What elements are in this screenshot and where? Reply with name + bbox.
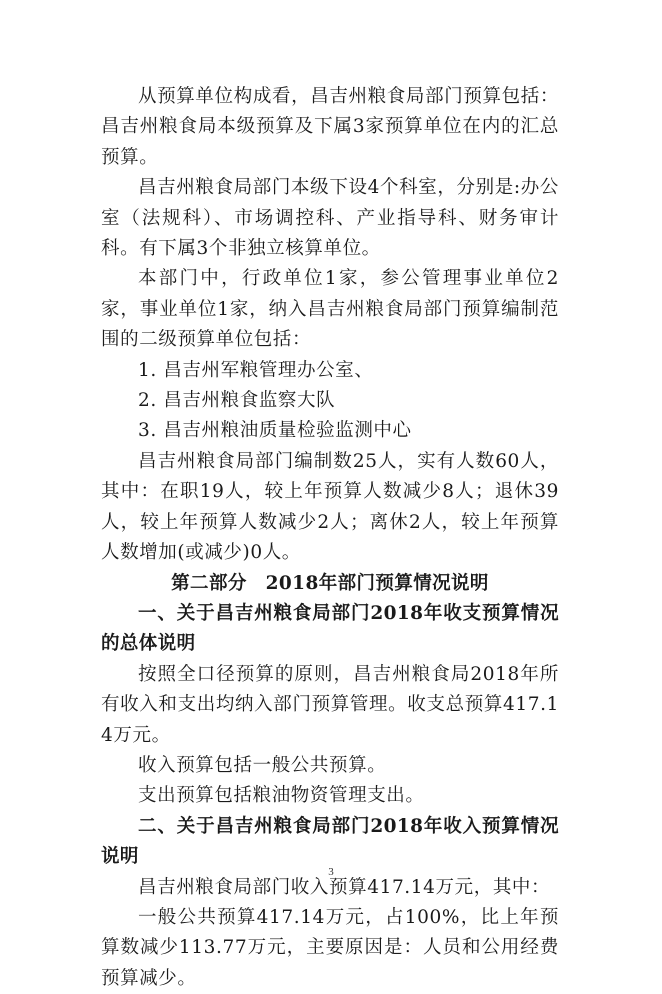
paragraph-staffing: 昌吉州粮食局部门编制数25人，实有人数60人，其中：在职19人，较上年预算人数减少8人；退休39人，较上年预算人数减少2人；离休2人，较上年预算人数增加(或减少)0人。 (101, 450, 559, 564)
list-item-unit-3: 3. 昌吉州粮油质量检验监测中心 (138, 420, 412, 442)
part-title: 第二部分 2018年部门预算情况说明 (171, 572, 489, 594)
paragraph-income-budget: 昌吉州粮食局部门收入预算417.14万元，其中： (138, 876, 551, 898)
list-item-unit-2: 2. 昌吉州粮食监察大队 (138, 390, 336, 412)
list-item-unit-1: 1. 昌吉州军粮管理办公室、 (138, 359, 374, 381)
page-number: 3 (328, 866, 334, 878)
paragraph-expense-scope: 支出预算包括粮油物资管理支出。 (138, 785, 425, 807)
paragraph-budget-composition: 从预算单位构成看，昌吉州粮食局部门预算包括：昌吉州粮食局本级预算及下属3家预算单位在内的汇总预算。 (101, 86, 559, 168)
section-heading-2: 二、关于昌吉州粮食局部门2018年收入预算情况说明 (101, 815, 559, 868)
paragraph-departments: 昌吉州粮食局部门本级下设4个科室，分别是:办公室（法规科）、市场调控科、产业指导科、财务审计科。有下属3个非独立核算单位。 (101, 177, 559, 260)
paragraph-unit-types: 本部门中，行政单位1家，参公管理事业单位2家，事业单位1家，纳入昌吉州粮食局部门预算编制范围的二级预算单位包括： (101, 268, 559, 351)
section-heading-1: 一、关于昌吉州粮食局部门2018年收支预算情况的总体说明 (101, 602, 559, 655)
paragraph-general-budget: 一般公共预算417.14万元，占100%，比上年预算数减少113.77万元，主要原因是：人员和公用经费预算减少。 (101, 906, 559, 989)
paragraph-total-budget: 按照全口径预算的原则，昌吉州粮食局2018年所有收入和支出均纳入部门预算管理。收支总预算417.14万元。 (101, 663, 559, 746)
document-page (101, 82, 559, 994)
paragraph-income-scope: 收入预算包括一般公共预算。 (138, 754, 387, 776)
